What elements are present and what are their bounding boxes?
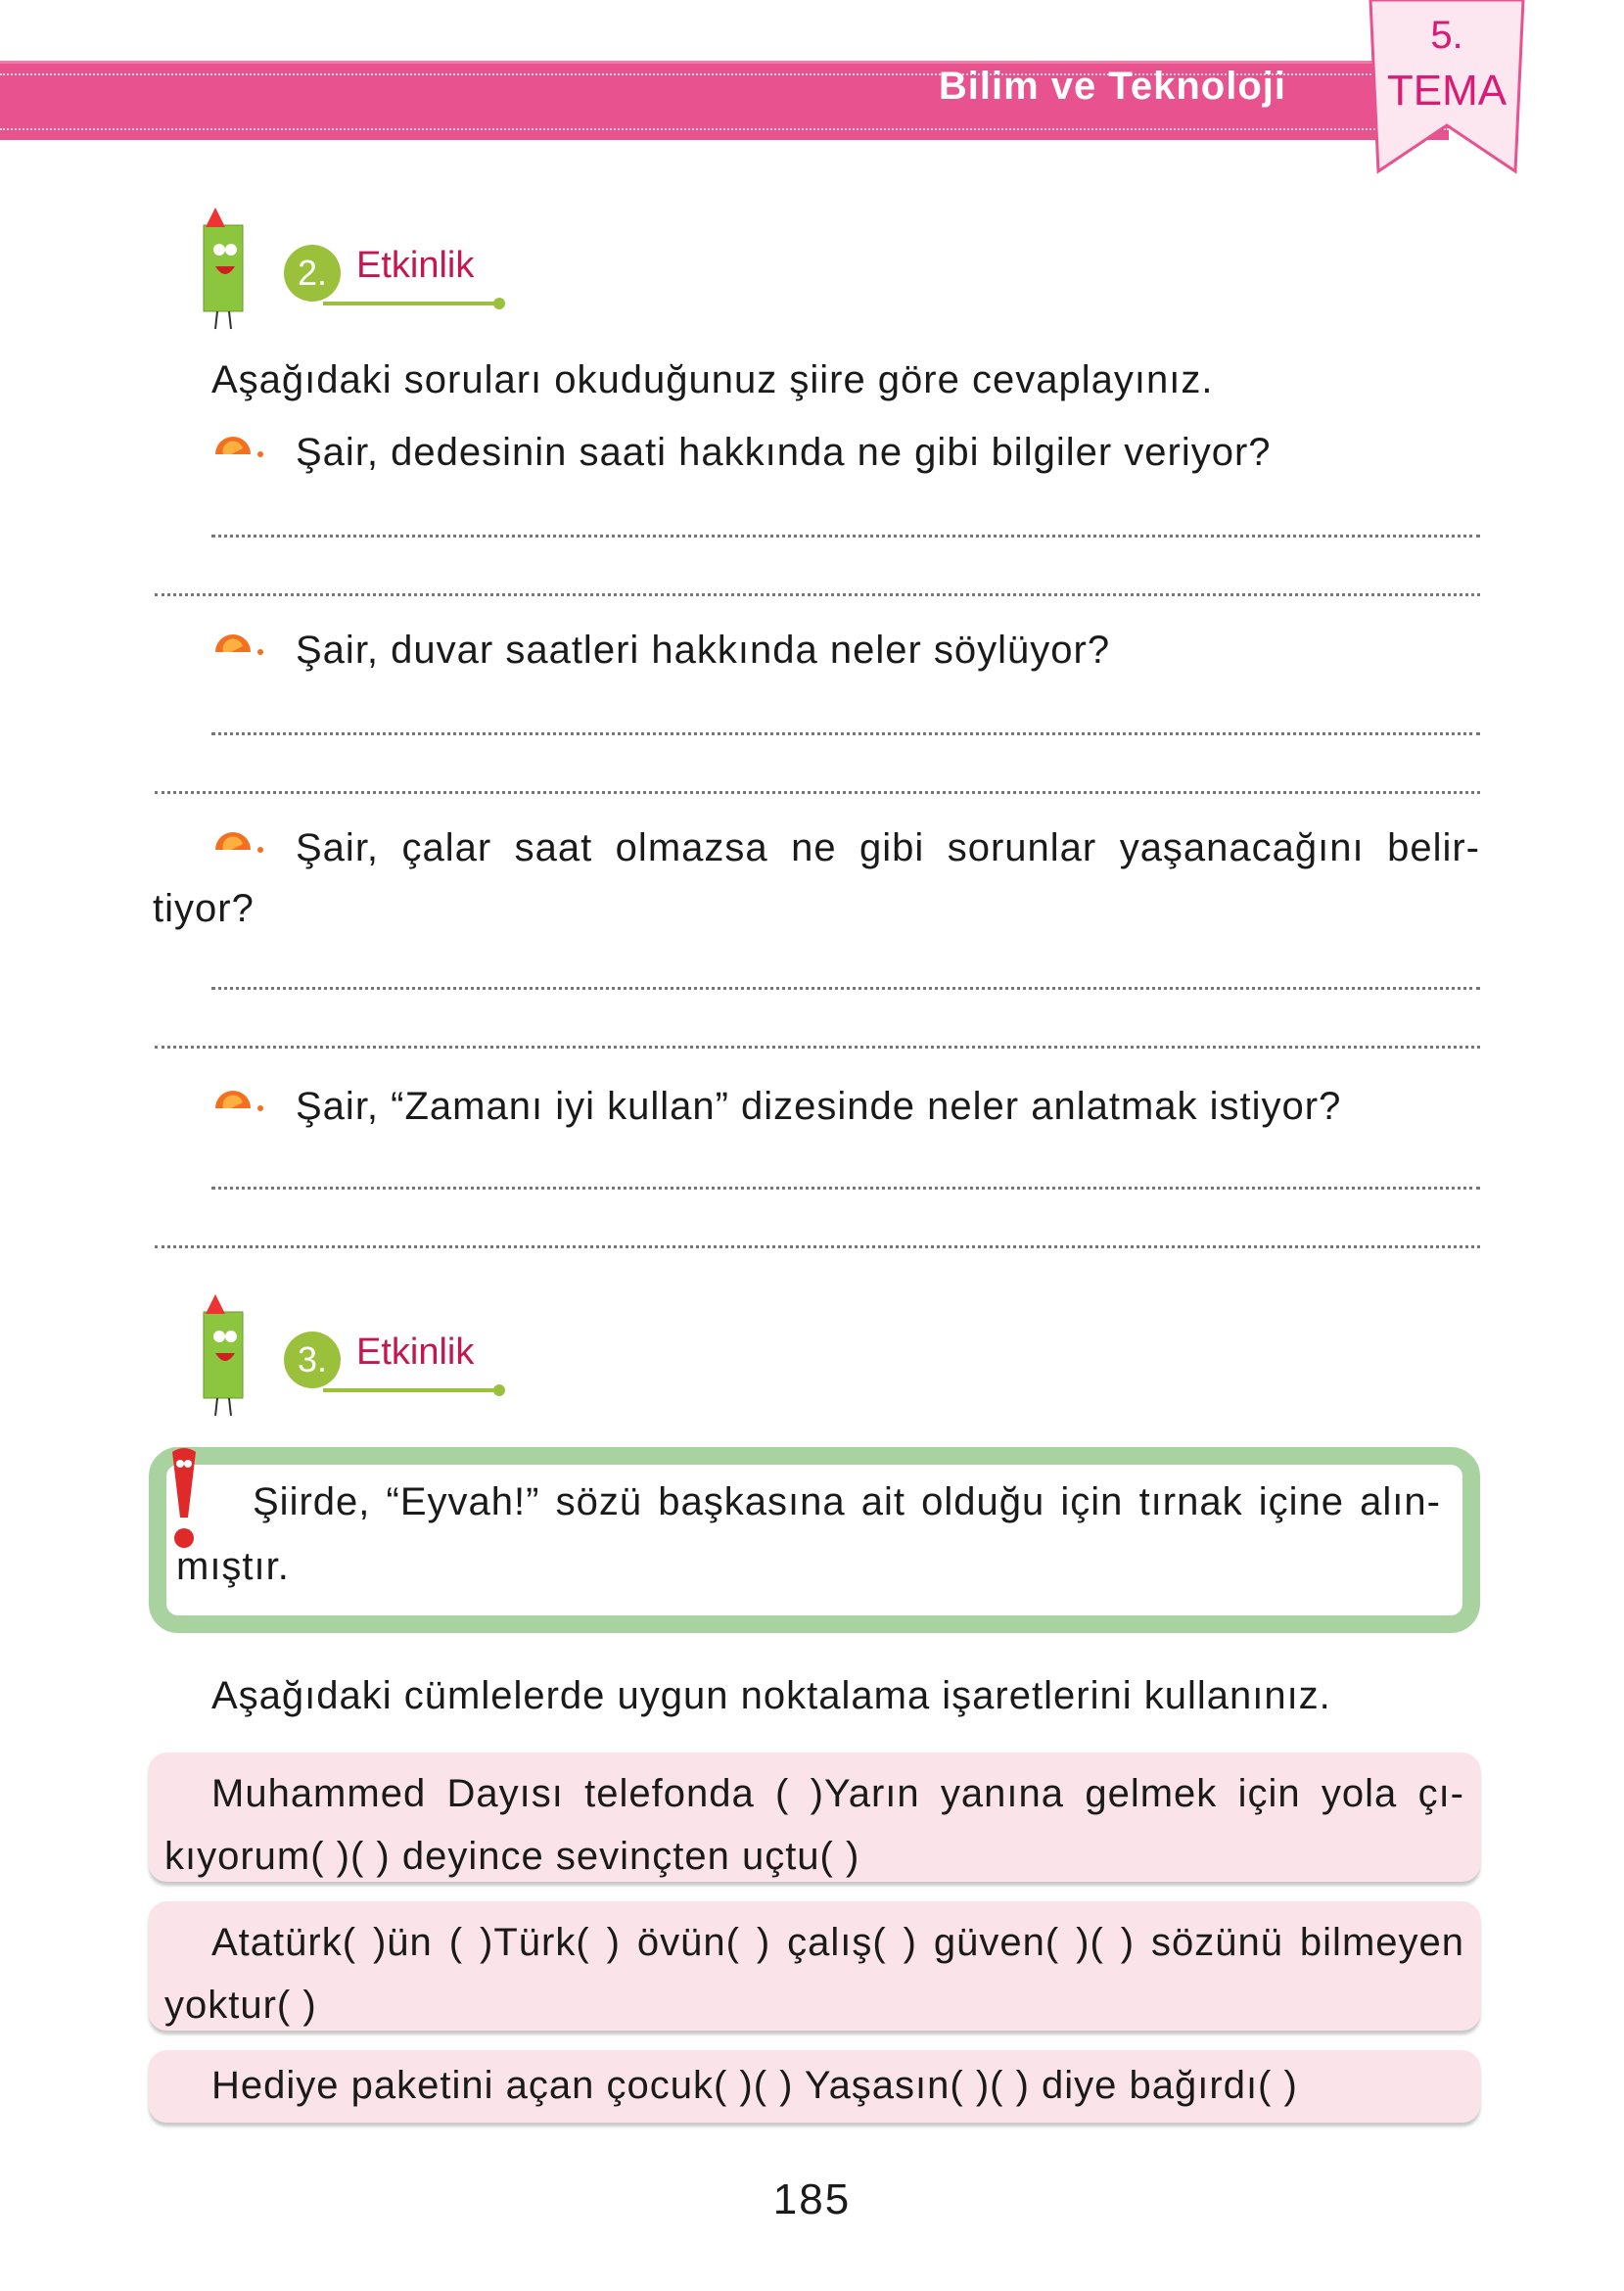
sentence-box-3[interactable]: [149, 2050, 1480, 2123]
activity-3-header: [176, 1292, 509, 1420]
answer-line[interactable]: [155, 593, 1480, 596]
question-4: Şair, “Zamanı iyi kullan” dizesinde neler anlatmak istiyor?: [296, 1085, 1342, 1128]
activity-number: 2.: [284, 245, 341, 302]
sentence-3-line-1: Hediye paketini açan çocuk( )( ) Yaşasın( )( ) diye bağırdı( ): [211, 2064, 1298, 2107]
answer-line[interactable]: [211, 535, 1480, 538]
note-line-2: mıştır.: [176, 1545, 290, 1588]
answer-line[interactable]: [155, 1245, 1480, 1248]
question-3-continuation: tiyor?: [153, 887, 255, 930]
sentence-2-line-1: Atatürk( )ün ( )Türk( ) övün( ) çalış( ) güven( )( ) sözünü bilmeyen: [211, 1921, 1464, 1964]
answer-line[interactable]: [155, 791, 1480, 794]
activity-label: Etkinlik: [356, 245, 475, 286]
note-line-1: Şiirde, “Eyvah!” sözü başkasına ait olduğu için tırnak içine alın-: [253, 1480, 1441, 1523]
question-2: Şair, duvar saatleri hakkında neler söylüyor?: [296, 629, 1111, 672]
sentence-1-line-2: kıyorum( )( ) deyince sevinçten uçtu( ): [164, 1835, 860, 1878]
sentence-2-line-2: yoktur( ): [164, 1984, 317, 2027]
arrow-bullet-icon: [211, 632, 266, 672]
arrow-bullet-icon: [211, 830, 266, 869]
exclamation-mascot-icon: [166, 1444, 202, 1552]
activity-number: 3.: [284, 1332, 341, 1388]
question-1: Şair, dedesinin saati hakkında ne gibi bilgiler veriyor?: [296, 431, 1272, 474]
book-mascot-icon: [176, 1292, 274, 1420]
info-note-box: [149, 1447, 1480, 1633]
answer-line[interactable]: [211, 732, 1480, 735]
activity-label: Etkinlik: [356, 1332, 475, 1373]
activity-2-instruction: Aşağıdaki soruları okuduğunuz şiire göre cevaplayınız.: [211, 358, 1214, 401]
arrow-bullet-icon: [211, 1089, 266, 1128]
question-3: Şair, çalar saat olmazsa ne gibi sorunlar yaşanacağını belir-: [296, 826, 1480, 869]
activity-2-header: [176, 206, 509, 333]
book-mascot-icon: [176, 206, 274, 333]
activity-3-instruction: Aşağıdaki cümlelerde uygun noktalama işaretlerini kullanınız.: [211, 1674, 1331, 1717]
theme-number: 5.: [1430, 14, 1463, 57]
answer-line[interactable]: [155, 1046, 1480, 1049]
answer-line[interactable]: [211, 1187, 1480, 1190]
sentence-box-2[interactable]: [149, 1901, 1480, 2031]
arrow-bullet-icon: [211, 435, 266, 474]
page-number: 185: [772, 2175, 852, 2223]
theme-label: TEMA: [1386, 67, 1508, 115]
sentence-box-1[interactable]: [149, 1753, 1480, 1882]
sentence-1-line-1: Muhammed Dayısı telefonda ( )Yarın yanına gelmek için yola çı-: [211, 1772, 1464, 1815]
answer-line[interactable]: [211, 987, 1480, 990]
unit-title: Bilim ve Teknoloji: [938, 65, 1286, 108]
